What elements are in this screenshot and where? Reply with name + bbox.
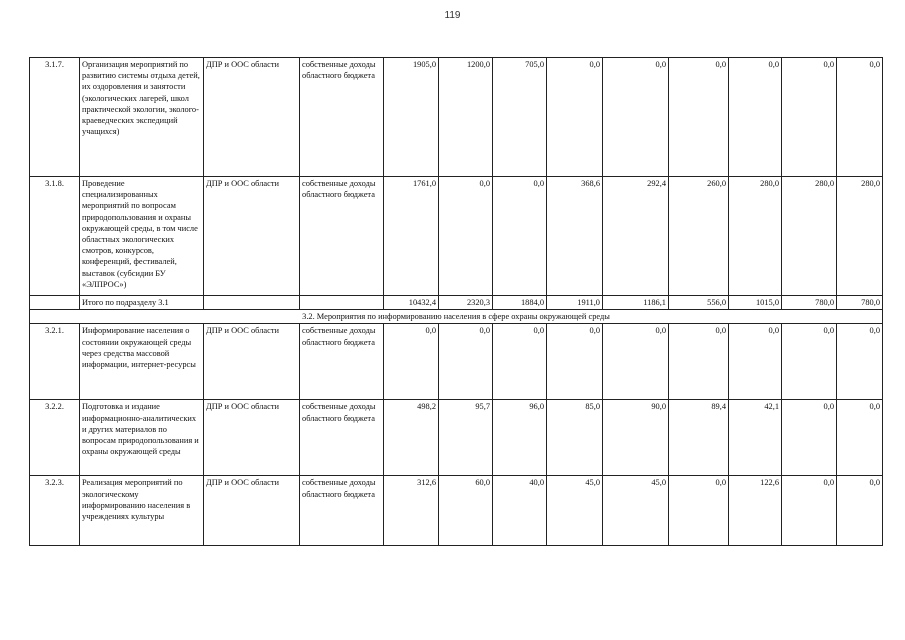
activity-executor: ДПР и ООС области	[204, 177, 300, 296]
year-value-cell: 2320,3	[439, 296, 493, 310]
page-number: 119	[444, 10, 461, 21]
activity-code: 3.1.7.	[30, 58, 80, 177]
funding-source: собственные доходы областного бюджета	[300, 400, 384, 476]
activity-executor: ДПР и ООС области	[204, 58, 300, 177]
year-value-cell: 0,0	[782, 324, 837, 400]
year-value-cell: 705,0	[493, 58, 547, 177]
year-value-cell: 0,0	[547, 324, 603, 400]
year-value-cell: 45,0	[547, 476, 603, 546]
activity-name: Итого по подразделу 3.1	[80, 296, 204, 310]
year-value-cell: 0,0	[669, 58, 729, 177]
activity-executor: ДПР и ООС области	[204, 476, 300, 546]
activity-name: Реализация мероприятий по экологическому информированию населения в учреждениях культуры	[80, 476, 204, 546]
table-row	[30, 476, 883, 546]
activity-code	[30, 296, 80, 310]
program-activities-table	[29, 57, 883, 546]
total-value-cell: 10432,4	[384, 296, 439, 310]
year-value-cell: 780,0	[837, 296, 883, 310]
total-value-cell: 498,2	[384, 400, 439, 476]
activity-code: 3.2.1.	[30, 324, 80, 400]
activity-executor: ДПР и ООС области	[204, 400, 300, 476]
year-value-cell: 60,0	[439, 476, 493, 546]
year-value-cell: 260,0	[669, 177, 729, 296]
total-value-cell: 0,0	[384, 324, 439, 400]
activity-code: 3.2.3.	[30, 476, 80, 546]
section-title: 3.2. Мероприятия по информированию населения в сфере охраны окружающей среды	[30, 310, 883, 324]
activity-executor	[204, 296, 300, 310]
funding-source: собственные доходы областного бюджета	[300, 58, 384, 177]
subtotal-row	[30, 296, 883, 310]
year-value-cell: 0,0	[837, 476, 883, 546]
activity-name: Информирование населения о состоянии окружающей среды через средства массовой информации, интернет-ресурсы	[80, 324, 204, 400]
year-value-cell: 280,0	[837, 177, 883, 296]
section-header-row	[30, 310, 883, 324]
table-row	[30, 400, 883, 476]
year-value-cell: 780,0	[782, 296, 837, 310]
activity-name: Организация мероприятий по развитию системы отдыха детей, их оздоровления и занятости (экологических лагерей, школ практической экологии, эколого-краеведческих экспедиций учащихся)	[80, 58, 204, 177]
table-body	[30, 58, 883, 546]
total-value-cell: 1905,0	[384, 58, 439, 177]
year-value-cell: 42,1	[729, 400, 782, 476]
table-row	[30, 324, 883, 400]
year-value-cell: 1884,0	[493, 296, 547, 310]
year-value-cell: 0,0	[493, 324, 547, 400]
year-value-cell: 40,0	[493, 476, 547, 546]
year-value-cell: 0,0	[729, 324, 782, 400]
year-value-cell: 0,0	[837, 58, 883, 177]
year-value-cell: 0,0	[493, 177, 547, 296]
year-value-cell: 1911,0	[547, 296, 603, 310]
activity-code: 3.2.2.	[30, 400, 80, 476]
year-value-cell: 556,0	[669, 296, 729, 310]
year-value-cell: 0,0	[837, 324, 883, 400]
year-value-cell: 0,0	[782, 58, 837, 177]
total-value-cell: 1761,0	[384, 177, 439, 296]
year-value-cell: 368,6	[547, 177, 603, 296]
funding-source: собственные доходы областного бюджета	[300, 476, 384, 546]
activity-name: Подготовка и издание информационно-аналитических и других материалов по вопросам природопользования и охраны окружающей среды	[80, 400, 204, 476]
year-value-cell: 45,0	[603, 476, 669, 546]
year-value-cell: 0,0	[782, 400, 837, 476]
total-value-cell: 312,6	[384, 476, 439, 546]
year-value-cell: 90,0	[603, 400, 669, 476]
year-value-cell: 96,0	[493, 400, 547, 476]
year-value-cell: 0,0	[669, 476, 729, 546]
year-value-cell: 89,4	[669, 400, 729, 476]
year-value-cell: 0,0	[439, 324, 493, 400]
year-value-cell: 280,0	[729, 177, 782, 296]
year-value-cell: 1015,0	[729, 296, 782, 310]
year-value-cell: 0,0	[782, 476, 837, 546]
year-value-cell: 280,0	[782, 177, 837, 296]
year-value-cell: 0,0	[547, 58, 603, 177]
year-value-cell: 122,6	[729, 476, 782, 546]
funding-source	[300, 296, 384, 310]
year-value-cell: 0,0	[603, 58, 669, 177]
year-value-cell: 1186,1	[603, 296, 669, 310]
table-row	[30, 177, 883, 296]
year-value-cell: 1200,0	[439, 58, 493, 177]
year-value-cell: 0,0	[439, 177, 493, 296]
year-value-cell: 0,0	[603, 324, 669, 400]
funding-source: собственные доходы областного бюджета	[300, 177, 384, 296]
activity-executor: ДПР и ООС области	[204, 324, 300, 400]
activity-name: Проведение специализированных мероприятий по вопросам природопользования и охраны окружающей среды, в том числе областных экологических смотров, конкурсов, конференций, фестивалей, выставок (субсидии БУ «ЭЛПРОС»)	[80, 177, 204, 296]
year-value-cell: 95,7	[439, 400, 493, 476]
funding-source: собственные доходы областного бюджета	[300, 324, 384, 400]
table-row	[30, 58, 883, 177]
year-value-cell: 0,0	[837, 400, 883, 476]
year-value-cell: 0,0	[729, 58, 782, 177]
year-value-cell: 292,4	[603, 177, 669, 296]
activity-code: 3.1.8.	[30, 177, 80, 296]
year-value-cell: 85,0	[547, 400, 603, 476]
year-value-cell: 0,0	[669, 324, 729, 400]
